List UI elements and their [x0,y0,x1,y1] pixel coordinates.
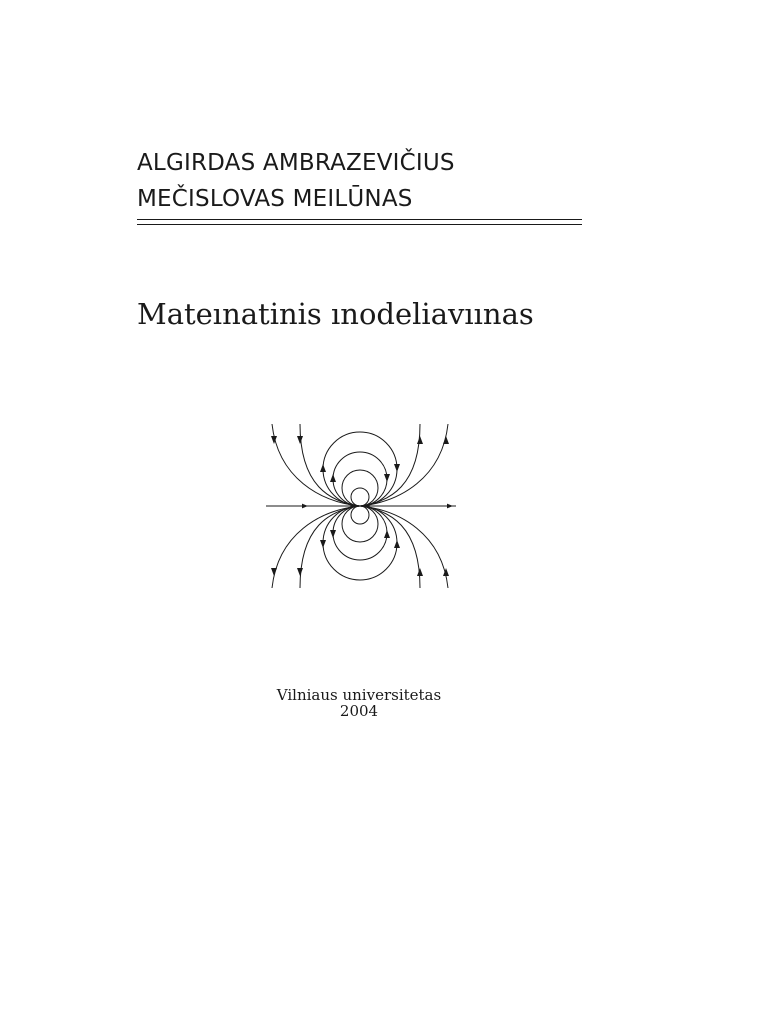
title-rule-top [137,219,582,220]
author-name-1: ALGIRDAS AMBRAZEVIČIUS [137,150,455,176]
publication-year: 2004 [339,702,379,720]
book-title: Mateınatinis ınodeliavıınas [137,297,534,331]
publisher-name: Vilniaus universitetas [276,686,442,704]
title-rule-bottom [137,224,582,225]
author-name-2: MEČISLOVAS MEILŪNAS [137,186,413,212]
dipole-field-lines-icon [260,420,460,590]
